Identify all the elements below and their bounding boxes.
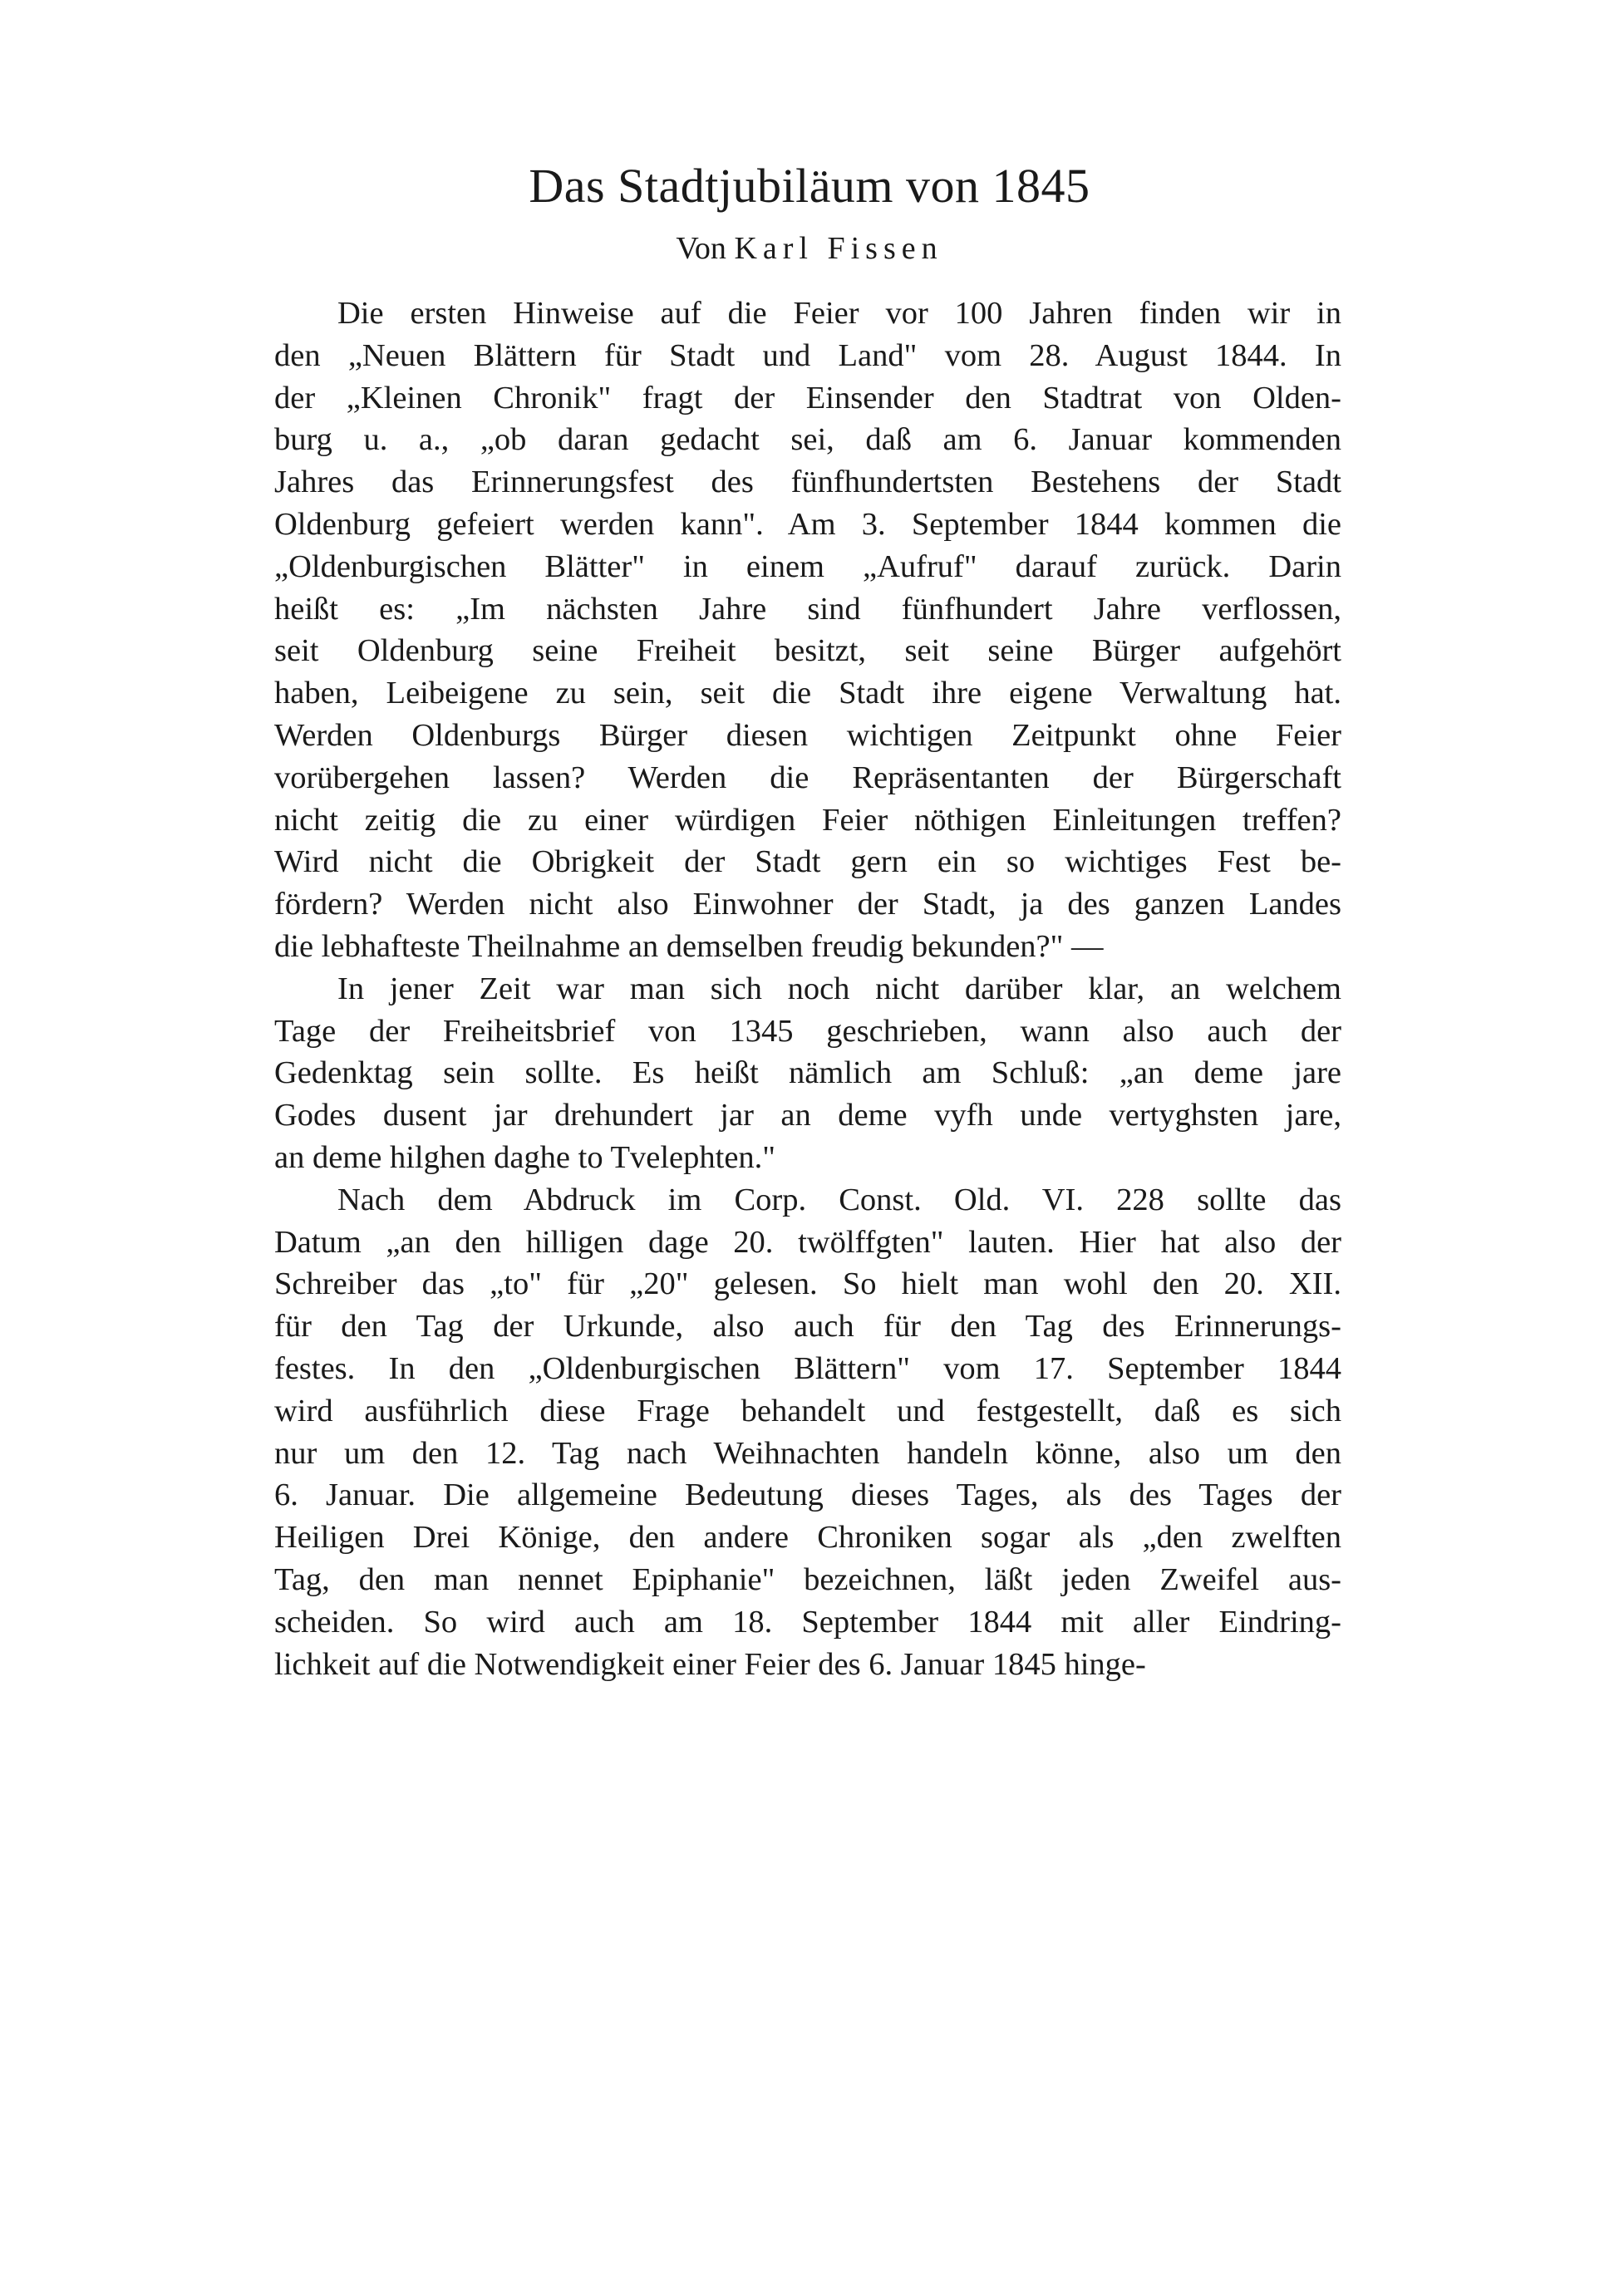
text-line: Datum „an den hilligen dage 20. twölffgten" lauten. Hier hat also der: [274, 1224, 1341, 1260]
text-line: heißt es: „Im nächsten Jahre sind fünfhundert Jahre verflossen,: [274, 591, 1341, 627]
text-line: burg u. a., „ob daran gedacht sei, daß am 6. Januar kommenden: [274, 422, 1341, 458]
paragraph: [274, 293, 1341, 968]
paragraph: [274, 1179, 1341, 1686]
text-line: für den Tag der Urkunde, also auch für den Tag des Erinnerungs-: [274, 1309, 1341, 1345]
text-line: der „Kleinen Chronik" fragt der Einsender den Stadtrat von Olden-: [274, 380, 1341, 415]
text-line: den „Neuen Blättern für Stadt und Land" vom 28. August 1844. In: [274, 337, 1341, 373]
text-line: „Oldenburgischen Blätter" in einem „Aufruf" darauf zurück. Darin: [274, 548, 1341, 584]
text-line: Die ersten Hinweise auf die Feier vor 100 Jahren finden wir in: [337, 296, 1341, 331]
author-name: Karl Fissen: [734, 231, 943, 266]
text-line: festes. In den „Oldenburgischen Blättern" vom 17. September 1844: [274, 1350, 1341, 1386]
article-title: Das Stadtjubiläum von 1845: [529, 159, 1090, 213]
text-line: Tage der Freiheitsbrief von 1345 geschrieben, wann also auch der: [274, 1013, 1341, 1049]
text-line: Heiligen Drei Könige, den andere Chroniken sogar als „den zwelften: [274, 1520, 1341, 1556]
text-line: seit Oldenburg seine Freiheit besitzt, seit seine Bürger aufgehört: [274, 633, 1341, 669]
text-line: fördern? Werden nicht also Einwohner der Stadt, ja des ganzen Landes: [274, 887, 1341, 922]
text-line: haben, Leibeigene zu sein, seit die Stadt ihre eigene Verwaltung hat.: [274, 676, 1341, 711]
article-byline: [0, 229, 1619, 268]
byline-prefix: Von: [676, 231, 726, 266]
text-line: lichkeit auf die Notwendigkeit einer Feier des 6. Januar 1845 hinge-: [274, 1646, 1146, 1682]
text-line: die lebhafteste Theilnahme an demselben freudig bekunden?" —: [274, 928, 1104, 964]
text-line: Tag, den man nennet Epiphanie" bezeichnen, läßt jeden Zweifel aus-: [274, 1561, 1341, 1597]
text-line: Werden Oldenburgs Bürger diesen wichtigen Zeitpunkt ohne Feier: [274, 717, 1341, 753]
text-line: nicht zeitig die zu einer würdigen Feier nöthigen Einleitungen treffen?: [274, 802, 1341, 838]
text-line: Gedenktag sein sollte. Es heißt nämlich am Schluß: „an deme jare: [274, 1055, 1341, 1091]
text-line: In jener Zeit war man sich noch nicht darüber klar, an welchem: [337, 971, 1341, 1006]
text-line: Godes dusent jar drehundert jar an deme vyfh unde vertyghsten jare,: [274, 1098, 1341, 1133]
text-line: vorübergehen lassen? Werden die Repräsentanten der Bürgerschaft: [274, 760, 1341, 795]
text-line: Nach dem Abdruck im Corp. Const. Old. VI. 228 sollte das: [337, 1182, 1341, 1217]
paragraph: [274, 968, 1341, 1179]
article-body: [274, 293, 1341, 1685]
text-line: Wird nicht die Obrigkeit der Stadt gern ein so wichtiges Fest be-: [274, 844, 1341, 880]
text-line: Jahres das Erinnerungsfest des fünfhundertsten Bestehens der Stadt: [274, 465, 1341, 500]
text-line: wird ausführlich diese Frage behandelt und festgestellt, daß es sich: [274, 1393, 1341, 1428]
text-line: 6. Januar. Die allgemeine Bedeutung dieses Tages, als des Tages der: [274, 1477, 1341, 1513]
text-line: scheiden. So wird auch am 18. September 1844 mit aller Eindring-: [274, 1604, 1341, 1640]
text-line: Oldenburg gefeiert werden kann". Am 3. September 1844 kommen die: [274, 506, 1341, 542]
text-line: Schreiber das „to" für „20" gelesen. So hielt man wohl den 20. XII.: [274, 1266, 1341, 1302]
text-line: nur um den 12. Tag nach Weihnachten handeln könne, also um den: [274, 1435, 1341, 1471]
text-line: an deme hilghen daghe to Tvelephten.": [274, 1139, 776, 1175]
